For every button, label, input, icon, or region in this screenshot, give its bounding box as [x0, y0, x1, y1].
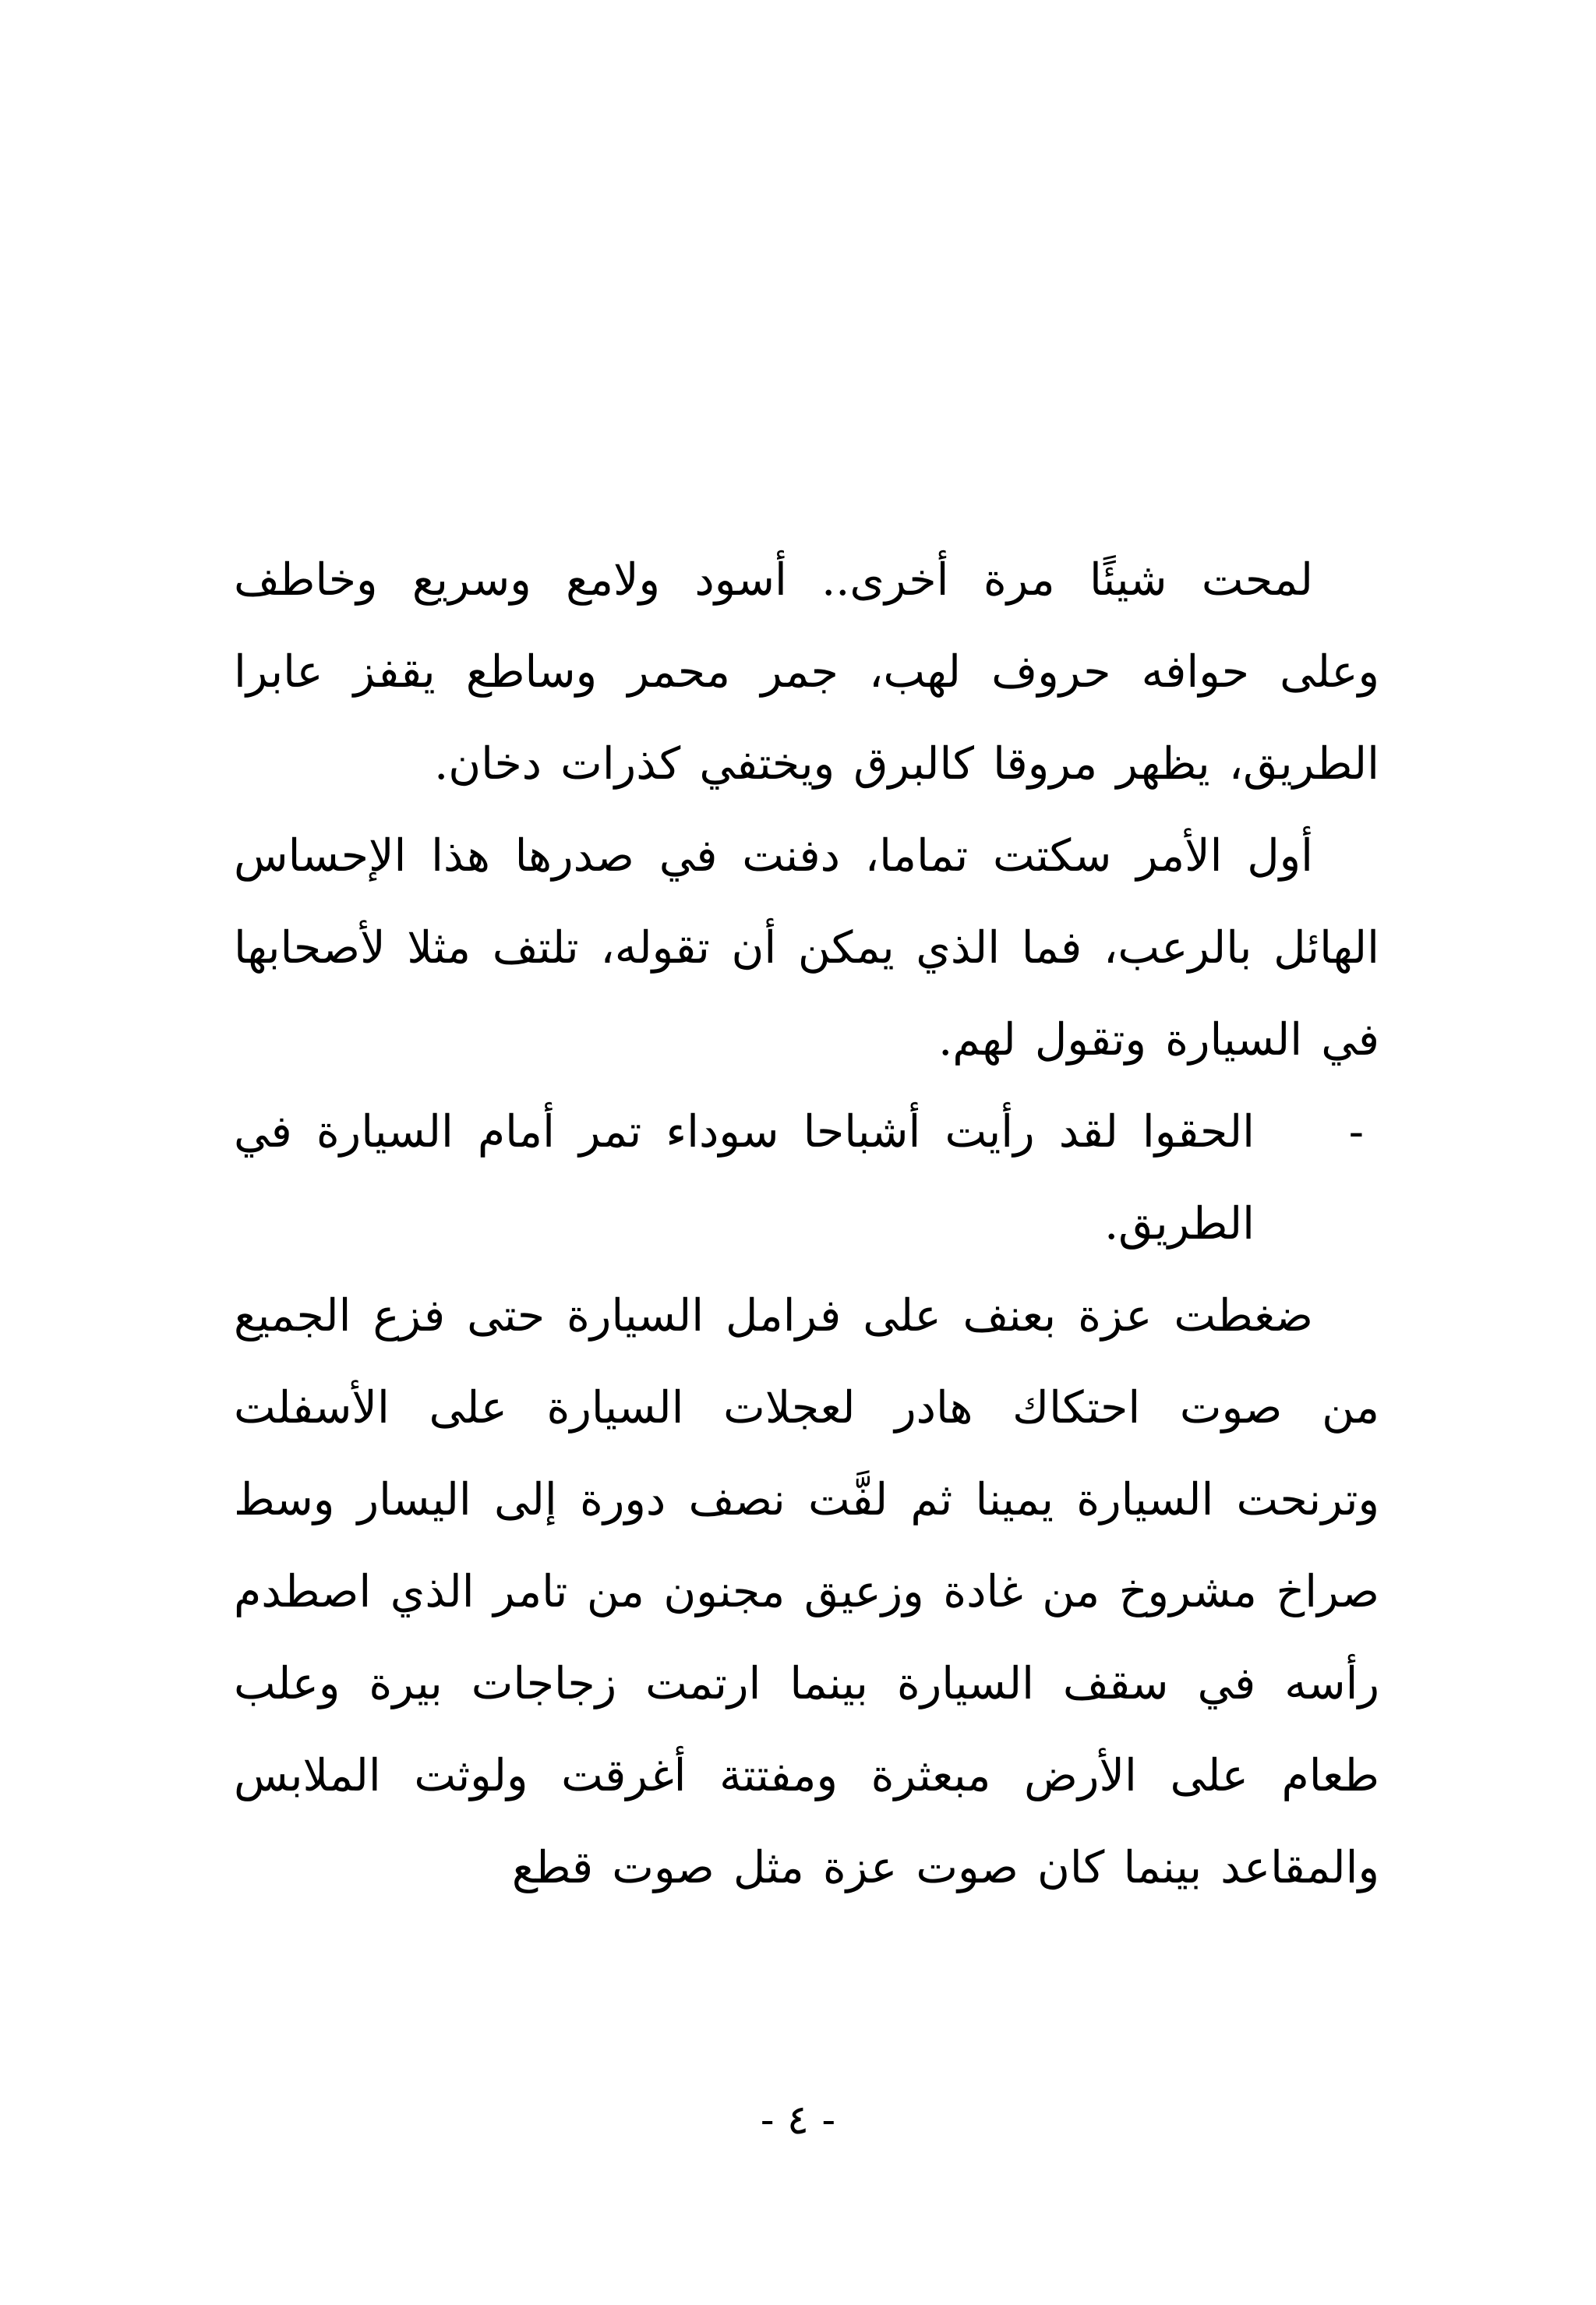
- paragraph-3: ضغطت عزة بعنف على فرامل السيارة حتى فزع الجميع من صوت احتكاك هادر لعجلات السيارة على الأسفلت وترنحت السيارة يمينا ثم لفَّت نصف دورة إلى اليسار وسط صراخ مشروخ من غادة وزعيق مجنون من تامر الذي اصطدم رأسه في سقف السيارة بينما ارتمت زجاجات بيرة وعلب طعام على الأرض مبعثرة ومفتتة أغرقت ولوثت الملابس والمقاعد بينما كان صوت عزة مثل صوت قطع: [234, 1290, 1379, 1893]
- dialogue-line: [234, 1086, 1379, 1270]
- page-number: - ٤ -: [760, 2097, 836, 2144]
- dialogue-text: الحقوا لقد رأيت أشباحا سوداء تمر أمام السيارة في الطريق.: [234, 1106, 1255, 1250]
- dialogue-dash: -: [1348, 1106, 1364, 1158]
- paragraph-2: أول الأمر سكتت تماما، دفنت في صدرها هذا الإحساس الهائل بالرعب، فما الذي يمكن أن تقوله، تلتف مثلا لأصحابها في السيارة وتقول لهم.: [234, 830, 1379, 1066]
- paragraph-1: لمحت شيئًا مرة أخرى.. أسود ولامع وسريع وخاطف وعلى حوافه حروف لهب، جمر محمر وساطع يقفز عابرا الطريق، يظهر مروقا كالبرق ويختفي كذرات دخان.: [234, 554, 1379, 790]
- body-text: [234, 534, 1379, 1914]
